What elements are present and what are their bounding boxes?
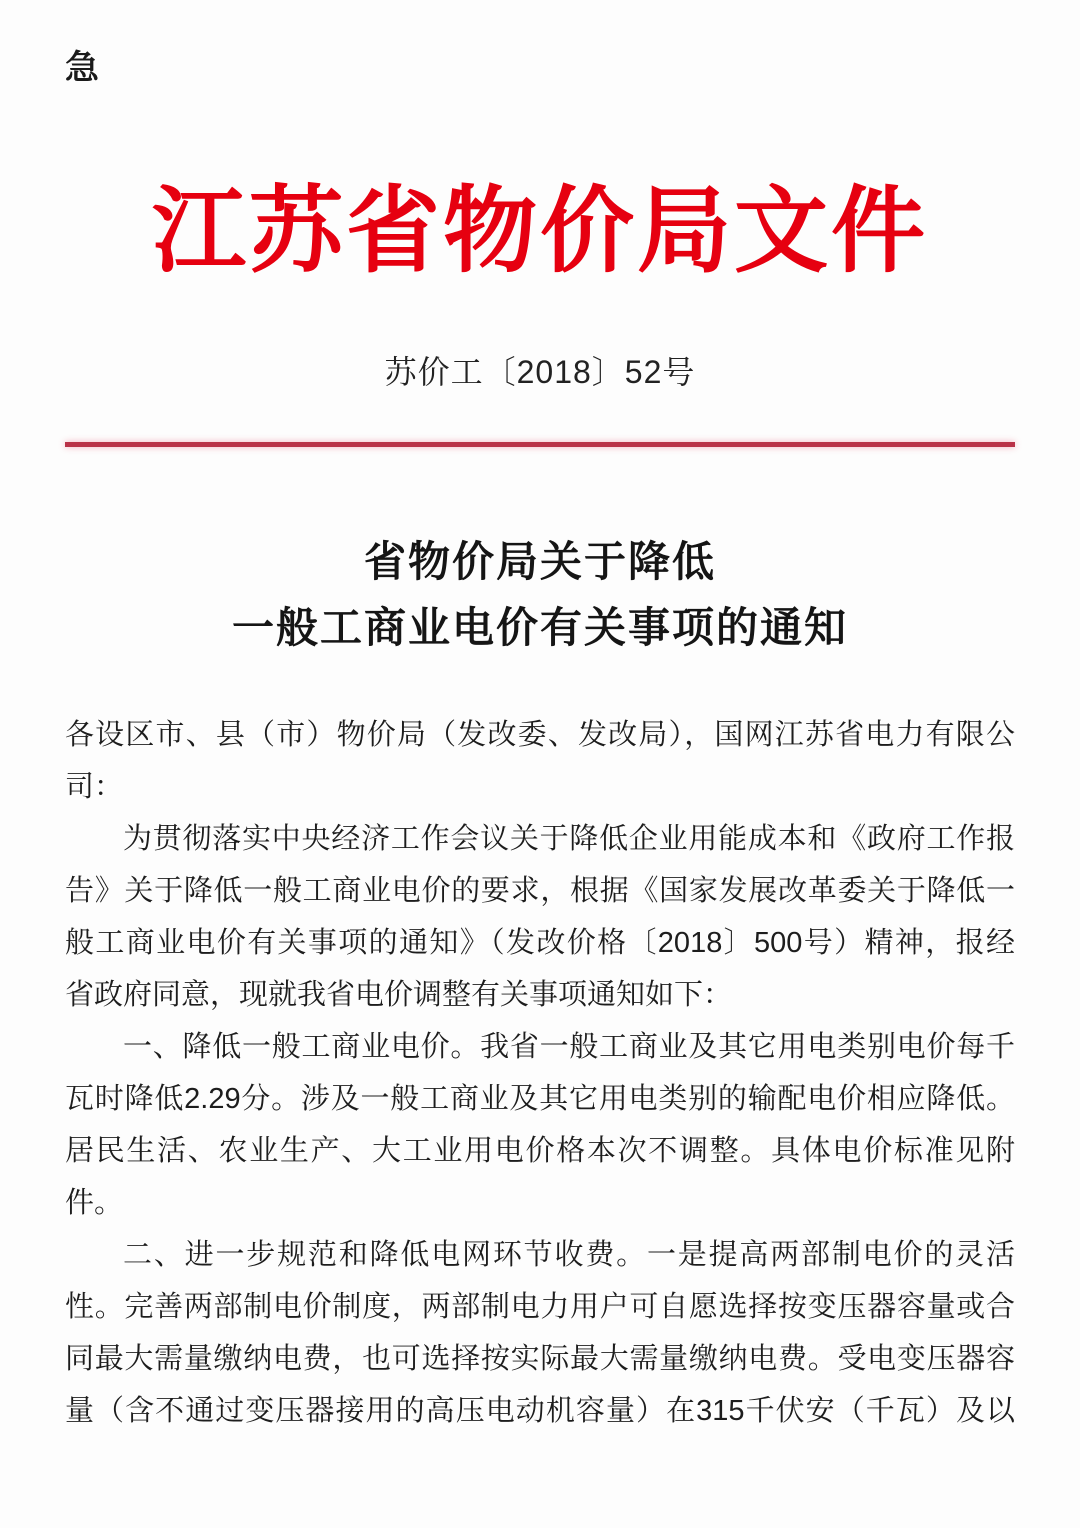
body-line: 般工商业电价有关事项的通知》（发改价格〔2018〕500号）精神，报经	[65, 927, 1015, 959]
body-line: 省政府同意，现就我省电价调整有关事项通知如下：	[65, 979, 733, 1011]
body-line: 为贯彻落实中央经济工作会议关于降低企业用能成本和《政府工作报	[123, 823, 1015, 855]
document-body	[65, 709, 1015, 1437]
urgency-label: 急	[65, 49, 99, 87]
red-divider-rule	[65, 442, 1015, 447]
doc-number: 苏价工〔2018〕52号	[384, 354, 696, 390]
body-line: 性。完善两部制电价制度，两部制电力用户可自愿选择按变压器容量或合	[65, 1291, 1015, 1323]
notice-title-line1: 省物价局关于降低	[363, 538, 716, 585]
body-line: 二、进一步规范和降低电网环节收费。一是提高两部制电价的灵活	[123, 1239, 1015, 1271]
notice-title-line2: 一般工商业电价有关事项的通知	[231, 604, 848, 651]
body-line: 件。	[65, 1187, 124, 1219]
notice-title	[65, 529, 1015, 661]
body-line: 司：	[65, 771, 124, 803]
letterhead-title: 江苏省物价局文件	[151, 180, 928, 284]
body-line: 同最大需量缴纳电费，也可选择按实际最大需量缴纳电费。受电变压器容	[65, 1343, 1015, 1375]
body-line: 告》关于降低一般工商业电价的要求，根据《国家发展改革委关于降低一	[65, 875, 1015, 907]
body-line: 各设区市、县（市）物价局（发改委、发改局），国网江苏省电力有限公	[65, 719, 1015, 751]
body-line: 居民生活、农业生产、大工业用电价格本次不调整。具体电价标准见附	[65, 1135, 1015, 1167]
body-line: 量（含不通过变压器接用的高压电动机容量）在315千伏安（千瓦）及以	[65, 1395, 1015, 1427]
body-line: 一、降低一般工商业电价。我省一般工商业及其它用电类别电价每千	[123, 1031, 1015, 1063]
body-line: 瓦时降低2.29分。涉及一般工商业及其它用电类别的输配电价相应降低。	[65, 1083, 1015, 1115]
